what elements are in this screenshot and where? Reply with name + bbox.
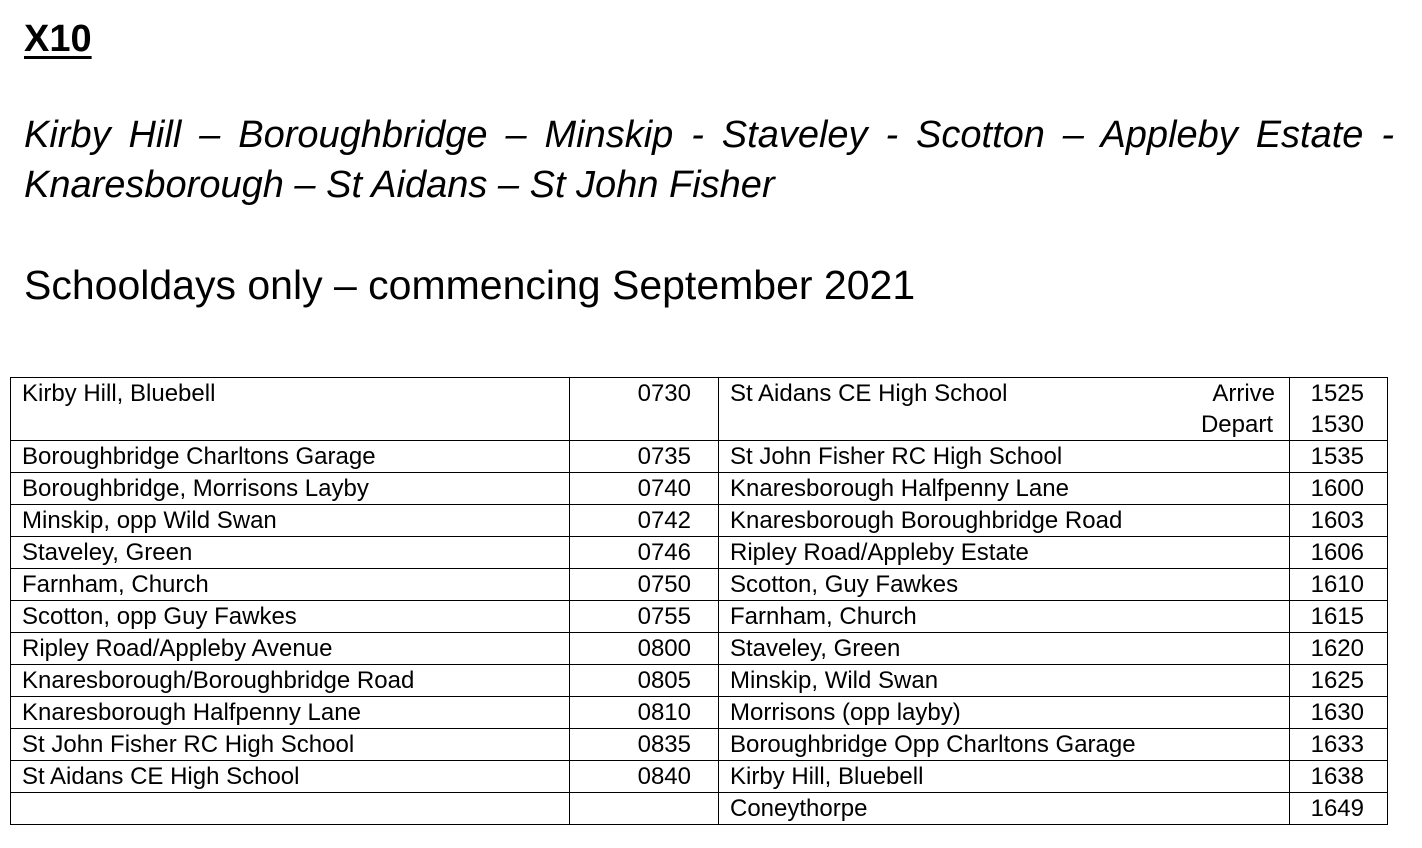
morning-stop: Boroughbridge Charltons Garage — [11, 441, 570, 473]
afternoon-stop: Knaresborough Boroughbridge Road — [719, 505, 1290, 537]
timetable — [10, 377, 1388, 825]
depart-time: 1530 — [1310, 411, 1364, 438]
depart-label: Depart — [1200, 411, 1273, 438]
morning-time: 0746 — [570, 537, 719, 569]
morning-time: 0800 — [570, 633, 719, 665]
afternoon-stop — [719, 378, 1290, 441]
afternoon-time: 1630 — [1290, 697, 1388, 729]
morning-stop — [11, 378, 570, 441]
table-row — [11, 793, 1388, 825]
afternoon-stop: Scotton, Guy Fawkes — [719, 569, 1290, 601]
afternoon-time: 1603 — [1290, 505, 1388, 537]
afternoon-time: 1615 — [1290, 601, 1388, 633]
afternoon-arrive-line — [730, 378, 1275, 409]
afternoon-stop: Knaresborough Halfpenny Lane — [719, 473, 1290, 505]
afternoon-time: 1606 — [1290, 537, 1388, 569]
afternoon-stop: Kirby Hill, Bluebell — [719, 761, 1290, 793]
afternoon-time: 1638 — [1290, 761, 1388, 793]
afternoon-time: 1535 — [1290, 441, 1388, 473]
afternoon-stop: Farnham, Church — [719, 601, 1290, 633]
morning-time: 0740 — [570, 473, 719, 505]
morning-stop: Knaresborough Halfpenny Lane — [11, 697, 570, 729]
morning-time: 0835 — [570, 729, 719, 761]
afternoon-time: 1625 — [1290, 665, 1388, 697]
afternoon-stop: Minskip, Wild Swan — [719, 665, 1290, 697]
morning-stop: Staveley, Green — [11, 537, 570, 569]
afternoon-time: 1649 — [1290, 793, 1388, 825]
table-row — [11, 378, 1388, 441]
morning-time: 0805 — [570, 665, 719, 697]
morning-time: 0730 — [570, 378, 719, 441]
afternoon-stop: Morrisons (opp layby) — [719, 697, 1290, 729]
morning-time — [570, 793, 719, 825]
morning-stop: Knaresborough/Boroughbridge Road — [11, 665, 570, 697]
morning-time: 0742 — [570, 505, 719, 537]
table-row — [11, 537, 1388, 569]
arrive-time: 1525 — [1310, 380, 1364, 407]
service-note: Schooldays only – commencing September 2021 — [24, 262, 916, 308]
morning-time: 0750 — [570, 569, 719, 601]
afternoon-stop: Staveley, Green — [719, 633, 1290, 665]
morning-stop-name: Kirby Hill, Bluebell — [22, 380, 216, 407]
morning-stop: Ripley Road/Appleby Avenue — [11, 633, 570, 665]
table-row — [11, 601, 1388, 633]
afternoon-stop: Ripley Road/Appleby Estate — [719, 537, 1290, 569]
table-row — [11, 729, 1388, 761]
afternoon-stop: St John Fisher RC High School — [719, 441, 1290, 473]
table-row — [11, 633, 1388, 665]
morning-time: 0810 — [570, 697, 719, 729]
afternoon-time: 1633 — [1290, 729, 1388, 761]
morning-stop: Minskip, opp Wild Swan — [11, 505, 570, 537]
table-row — [11, 441, 1388, 473]
afternoon-time: 1600 — [1290, 473, 1388, 505]
morning-stop — [11, 793, 570, 825]
afternoon-time: 1610 — [1290, 569, 1388, 601]
morning-time: 0755 — [570, 601, 719, 633]
table-row — [11, 697, 1388, 729]
afternoon-stop-name: St Aidans CE High School — [730, 380, 1008, 407]
table-row — [11, 569, 1388, 601]
route-number: X10 — [24, 18, 92, 60]
afternoon-time — [1290, 378, 1388, 441]
morning-stop: St Aidans CE High School — [11, 761, 570, 793]
afternoon-stop: Boroughbridge Opp Charltons Garage — [719, 729, 1290, 761]
table-row — [11, 505, 1388, 537]
table-row — [11, 473, 1388, 505]
arrive-label: Arrive — [1212, 380, 1275, 407]
morning-time: 0735 — [570, 441, 719, 473]
route-stops-line: Kirby Hill – Boroughbridge – Minskip - Staveley - Scotton – Appleby Estate - Knaresborough – St Aidans – St John Fisher — [24, 114, 1394, 206]
afternoon-time: 1620 — [1290, 633, 1388, 665]
afternoon-stop: Coneythorpe — [719, 793, 1290, 825]
morning-stop: Scotton, opp Guy Fawkes — [11, 601, 570, 633]
table-row — [11, 665, 1388, 697]
table-row — [11, 761, 1388, 793]
morning-stop: Farnham, Church — [11, 569, 570, 601]
morning-time: 0840 — [570, 761, 719, 793]
morning-stop: Boroughbridge, Morrisons Layby — [11, 473, 570, 505]
morning-stop: St John Fisher RC High School — [11, 729, 570, 761]
